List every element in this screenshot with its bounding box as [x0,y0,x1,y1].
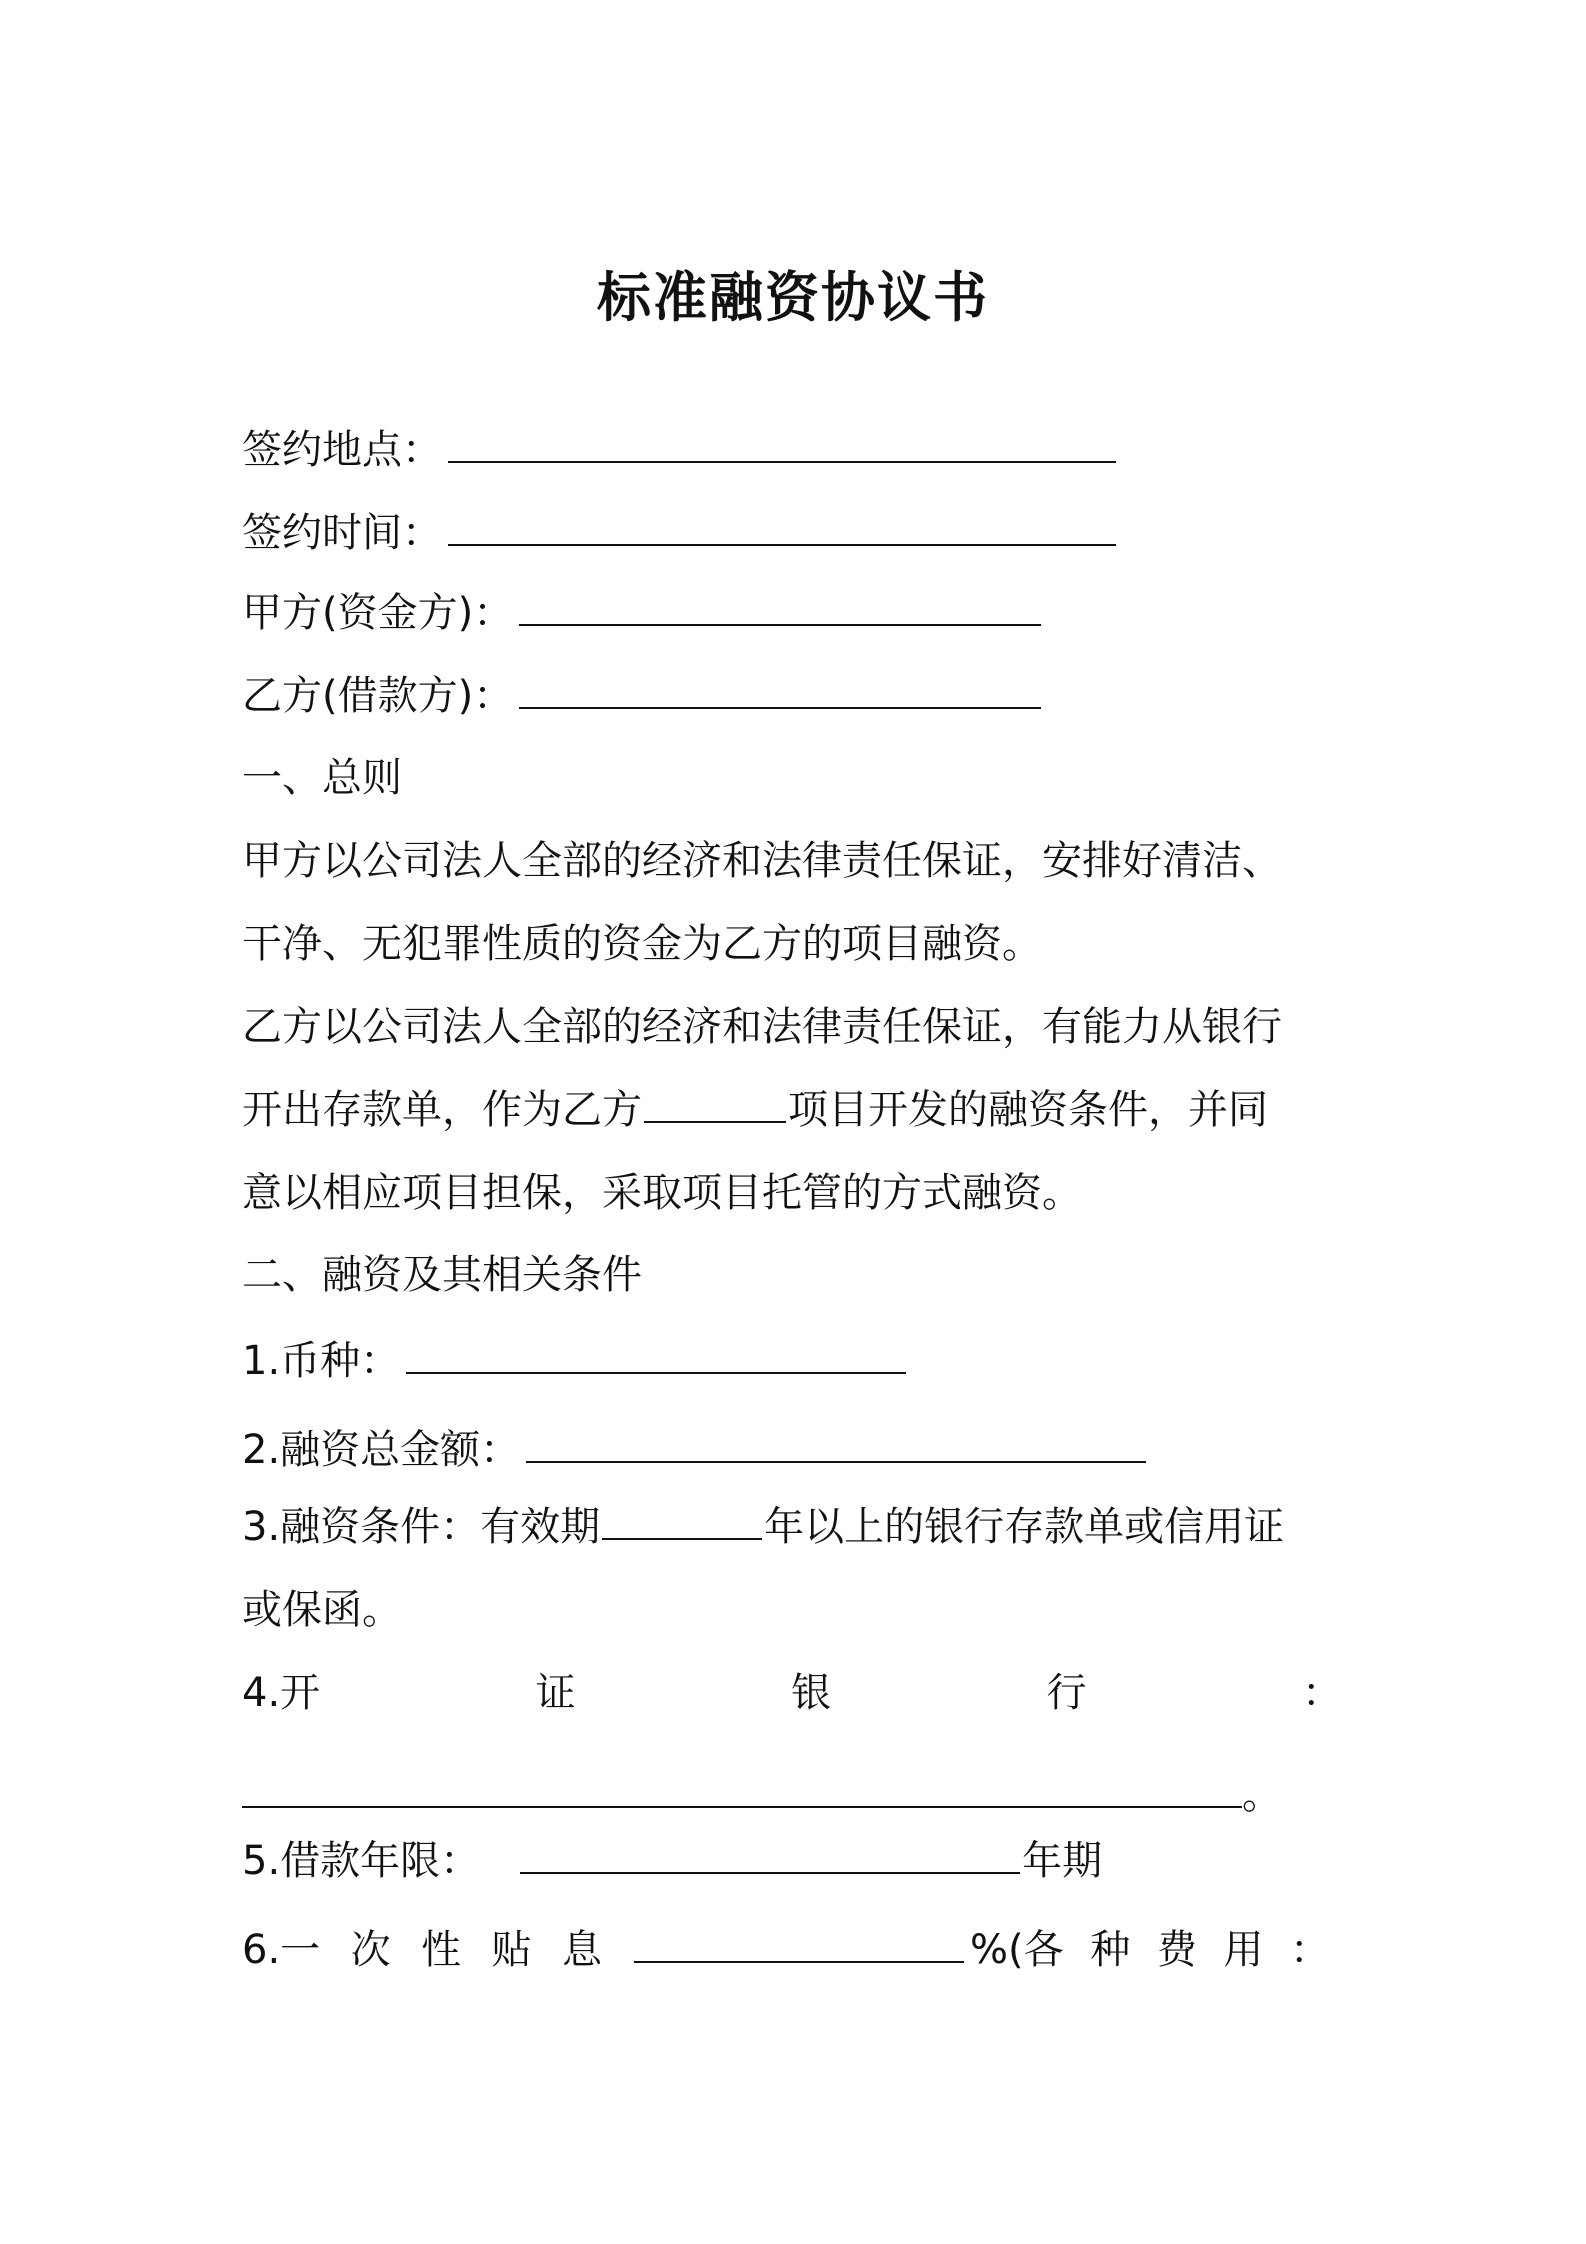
item6-char: 贴 [491,1927,532,1973]
signing-time-label: 签约时间： [242,510,442,556]
section1-paragraph1-line1: 甲方以公司法人全部的经济和法律责任保证，安排好清洁、 [242,838,1282,884]
item1-label: 1.币种： [242,1338,401,1384]
item4-char: ： [1301,1670,1342,1716]
item3-conditions [242,1502,1284,1552]
item3-text-a: 3.融资条件：有效期 [242,1504,601,1550]
signing-time-field [242,508,1122,558]
item4-char: 行 [1046,1670,1087,1716]
item5-loan-term [242,1836,1102,1886]
item6-char: 用 [1223,1927,1264,1973]
section2-heading: 二、融资及其相关条件 [242,1252,642,1298]
project-name-blank [644,1087,786,1123]
party-b-label: 乙方(借款方)： [242,673,514,719]
item3-line2: 或保函。 [242,1587,402,1633]
total-amount-blank [526,1427,1146,1463]
signing-place-field [242,425,1122,475]
item2-label: 2.融资总金额： [242,1427,521,1473]
paragraph2-text-b: 项目开发的融资条件，并同 [788,1087,1268,1133]
item4-issuing-bank [242,1668,1342,1718]
item6-char: 性 [421,1927,462,1973]
section1-paragraph2-line1: 乙方以公司法人全部的经济和法律责任保证，有能力从银行 [242,1004,1282,1050]
currency-blank [406,1338,906,1374]
validity-years-blank [602,1504,762,1540]
item3-text-b: 年以上的银行存款单或信用证 [764,1504,1285,1550]
item6-char: 种 [1090,1927,1131,1973]
item6-char: 费 [1156,1927,1197,1973]
party-a-field [242,588,1047,638]
issuing-bank-blank-line [242,1770,1282,1820]
issuing-bank-blank [242,1772,1242,1808]
signing-place-label: 签约地点： [242,427,442,473]
item5-suffix: 年期 [1022,1838,1103,1884]
item4-end: 。 [1242,1772,1282,1818]
party-a-label: 甲方(资金方)： [242,590,514,636]
signing-place-blank [448,427,1116,463]
item6-interest [242,1925,1342,1975]
party-b-field [242,671,1047,721]
item6-char: 6.一 [242,1927,321,1973]
item4-char: 银 [791,1670,832,1716]
loan-term-blank [520,1838,1020,1874]
item4-char: 4.开 [242,1670,321,1716]
section1-heading: 一、总则 [242,755,402,801]
section1-paragraph1-line2: 干净、无犯罪性质的资金为乙方的项目融资。 [242,921,1042,967]
item1-currency [242,1336,912,1386]
item6-char: 次 [350,1927,391,1973]
interest-rate-blank [634,1927,964,1963]
party-a-blank [519,590,1041,626]
item6-char: ： [1290,1927,1330,1973]
item6-char: %(各 [970,1927,1064,1973]
item6-part-b [970,1925,1330,1975]
item6-part-a [242,1925,602,1975]
item2-total-amount [242,1425,1152,1475]
item6-char: 息 [561,1927,602,1973]
signing-time-blank [448,510,1116,546]
section1-paragraph2-line3: 意以相应项目担保，采取项目托管的方式融资。 [242,1170,1082,1216]
section1-paragraph2-line2 [242,1085,1268,1135]
paragraph2-text-a: 开出存款单，作为乙方 [242,1087,642,1133]
document-title: 标准融资协议书 [597,266,989,329]
party-b-blank [519,673,1041,709]
item5-label: 5.借款年限： [242,1838,481,1884]
item4-char: 证 [535,1670,576,1716]
